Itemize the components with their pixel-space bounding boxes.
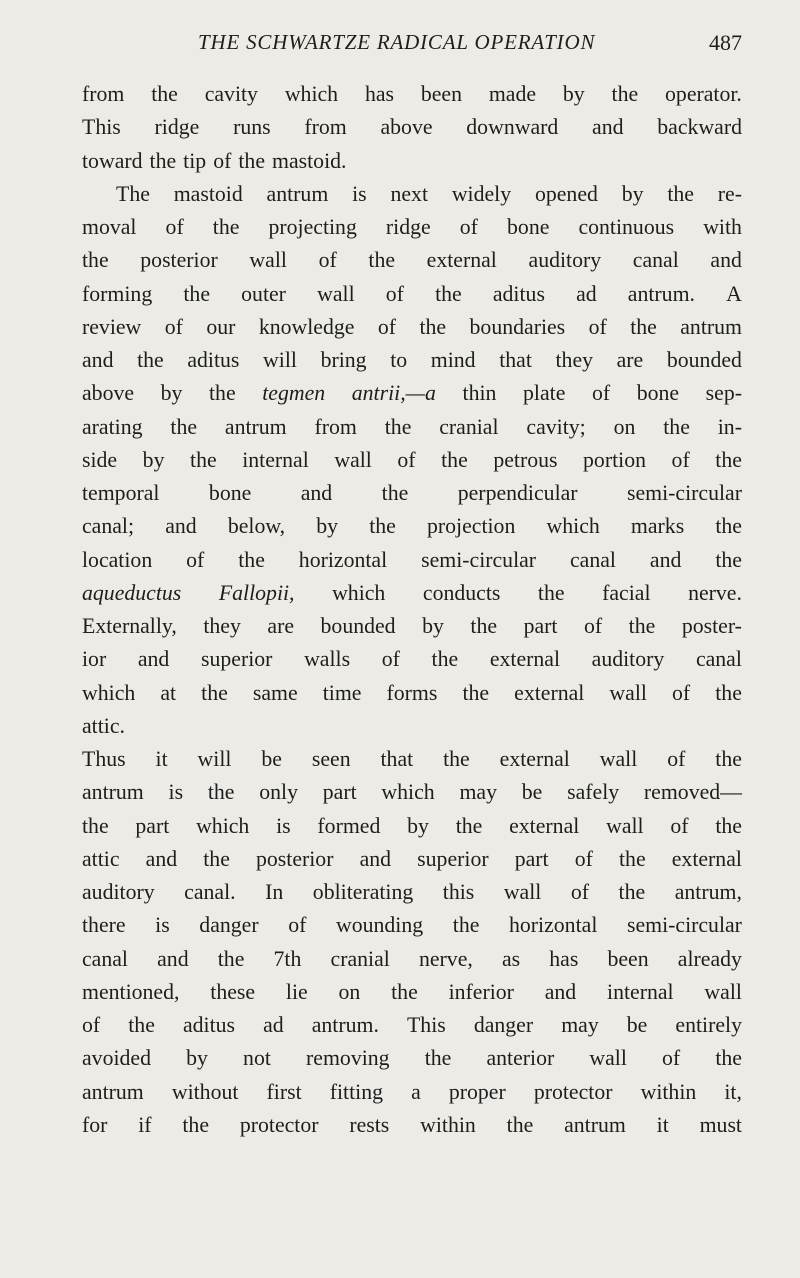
- text-line: The mastoid antrum is next widely opened by the re-: [116, 181, 742, 206]
- text-line: moval of the projecting ridge of bone continuous with: [82, 215, 742, 239]
- text-line: location of the horizontal semi-circular canal and the: [82, 547, 742, 572]
- text-line: Externally, they are bounded by the part of the poster-: [82, 614, 742, 638]
- text-line: review of our knowledge of the boundaries of the antrum: [82, 314, 742, 339]
- text-line: there is danger of wounding the horizontal semi-circular: [82, 913, 742, 938]
- text-line: antrum without first fitting a proper protector within it,: [82, 1079, 742, 1104]
- text-line: above by the tegmen antrii,—a thin plate of bone sep-: [82, 381, 742, 406]
- text-line: from the cavity which has been made by the operator.: [82, 82, 742, 106]
- text-line: arating the antrum from the cranial cavity; on the in-: [82, 414, 742, 439]
- text-line: attic and the posterior and superior part of the external: [82, 846, 742, 871]
- running-head: [82, 30, 742, 60]
- text-line: aqueductus Fallopii, which conducts the facial nerve.: [82, 580, 742, 605]
- text-line: the posterior wall of the external auditory canal and: [82, 248, 742, 273]
- text-line: ior and superior walls of the external auditory canal: [82, 647, 742, 672]
- text-line: and the aditus will bring to mind that they are bounded: [82, 348, 742, 372]
- text-line: toward the tip of the mastoid.: [82, 148, 347, 173]
- text-line: canal; and below, by the projection which marks the: [82, 514, 742, 539]
- text-line: auditory canal. In obliterating this wall of the antrum,: [82, 880, 742, 904]
- text-line: the part which is formed by the external wall of the: [82, 813, 742, 838]
- text-line: Thus it will be seen that the external wall of the: [82, 747, 742, 771]
- text-line: This ridge runs from above downward and backward: [82, 115, 742, 140]
- text-line: forming the outer wall of the aditus ad antrum. A: [82, 281, 742, 306]
- text-line: side by the internal wall of the petrous portion of the: [82, 447, 742, 472]
- running-title: THE SCHWARTZE RADICAL OPERATION: [198, 30, 596, 54]
- text-line: attic.: [82, 713, 125, 738]
- text-line: which at the same time forms the external wall of the: [82, 680, 742, 705]
- text-line: temporal bone and the perpendicular semi-circular: [82, 481, 742, 505]
- text-line: antrum is the only part which may be safely removed—: [82, 780, 742, 805]
- text-line: canal and the 7th cranial nerve, as has been already: [82, 946, 742, 971]
- text-line: of the aditus ad antrum. This danger may be entirely: [82, 1013, 742, 1037]
- text-line: mentioned, these lie on the inferior and internal wall: [82, 979, 742, 1004]
- body-text: [82, 78, 742, 1142]
- text-line: avoided by not removing the anterior wall of the: [82, 1046, 742, 1071]
- page-number: 487: [709, 30, 742, 55]
- text-line: for if the protector rests within the antrum it must: [82, 1112, 742, 1137]
